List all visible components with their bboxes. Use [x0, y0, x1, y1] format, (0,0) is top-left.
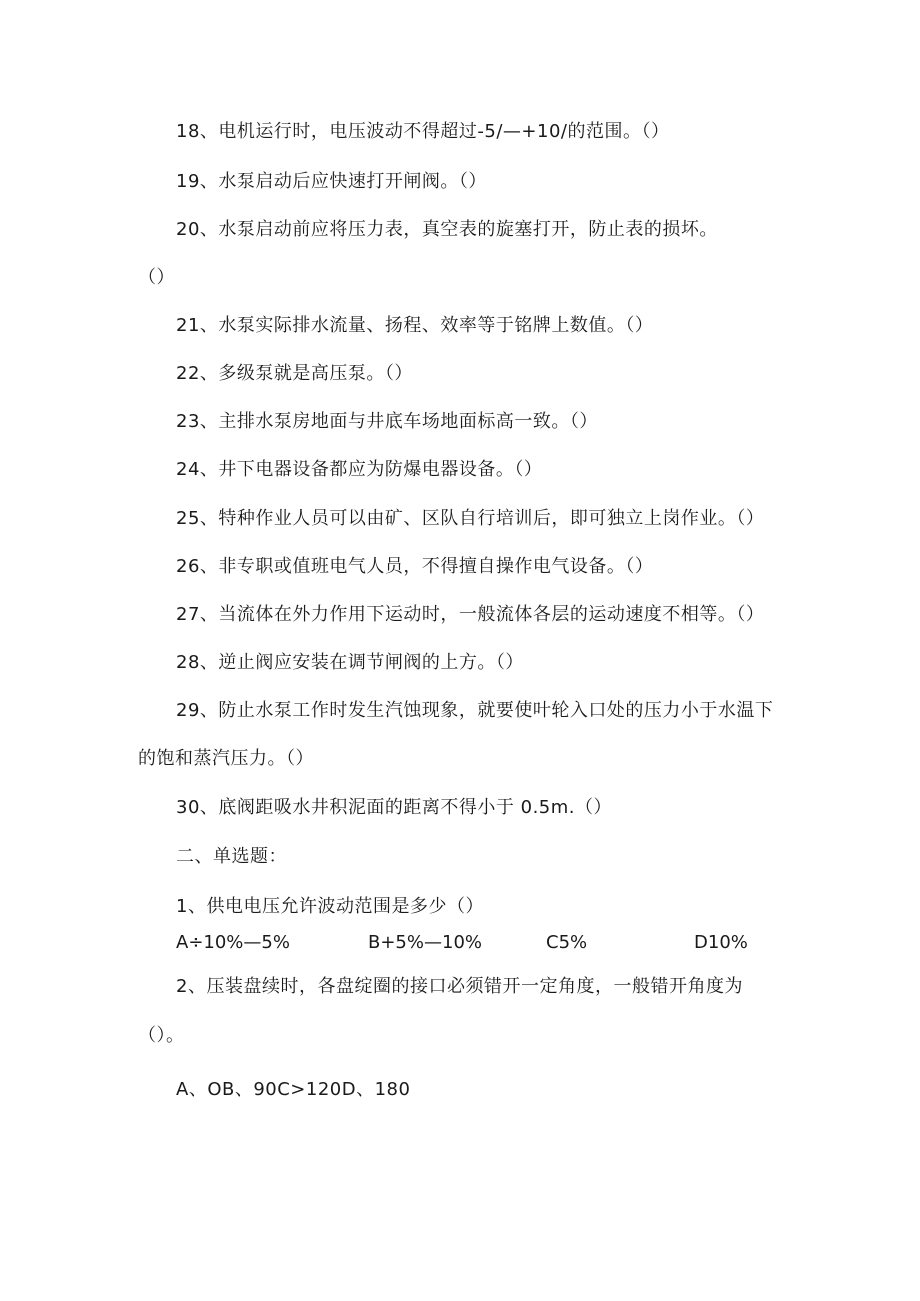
single-choice-1-option-a: A÷10%—5%: [176, 932, 290, 953]
single-choice-1-option-b: B+5%—10%: [368, 932, 482, 953]
question-25: 25、特种作业人员可以由矿、区队自行培训后，即可独立上岗作业。（）: [176, 508, 765, 529]
question-27: 27、当流体在外力作用下运动时，一般流体各层的运动速度不相等。（）: [176, 604, 765, 625]
question-29-line-1: 29、防止水泵工作时发生汽蚀现象，就要使叶轮入口处的压力小于水温下: [176, 700, 774, 721]
question-24: 24、井下电器设备都应为防爆电器设备。（）: [176, 459, 543, 480]
question-26: 26、非专职或值班电气人员，不得擅自操作电气设备。（）: [176, 556, 654, 577]
question-28: 28、逆止阀应安装在调节闸阀的上方。（）: [176, 652, 524, 673]
question-23: 23、主排水泵房地面与井底车场地面标高一致。（）: [176, 411, 598, 432]
question-19: 19、水泵启动后应快速打开闸阀。（）: [176, 171, 487, 192]
question-18: 18、电机运行时，电压波动不得超过-5/—+10/的范围。（）: [176, 121, 670, 142]
single-choice-1-option-d: D10%: [694, 932, 748, 953]
question-21: 21、水泵实际排水流量、扬程、效率等于铭牌上数值。（）: [176, 315, 654, 336]
single-choice-1-stem: 1、供电电压允许波动范围是多少（）: [176, 896, 484, 917]
section-heading: 二、单选题：: [176, 846, 287, 867]
single-choice-2-options: A、OB、90C>120D、180: [176, 1079, 411, 1100]
question-20-line-1: 20、水泵启动前应将压力表，真空表的旋塞打开，防止表的损坏。: [176, 219, 718, 240]
single-choice-2-stem-line-1: 2、压装盘续时，各盘绽圈的接口必须错开一定角度，一般错开角度为: [176, 976, 743, 997]
question-30: 30、底阀距吸水井积泥面的距离不得小于 0.5m.（）: [176, 797, 613, 818]
question-20-line-2: （）: [138, 267, 175, 288]
single-choice-2-stem-line-2: （）。: [138, 1025, 185, 1046]
question-29-line-2: 的饱和蒸汽压力。（）: [138, 748, 314, 769]
question-22: 22、多级泵就是高压泵。（）: [176, 363, 413, 384]
single-choice-1-option-c: C5%: [546, 932, 588, 953]
